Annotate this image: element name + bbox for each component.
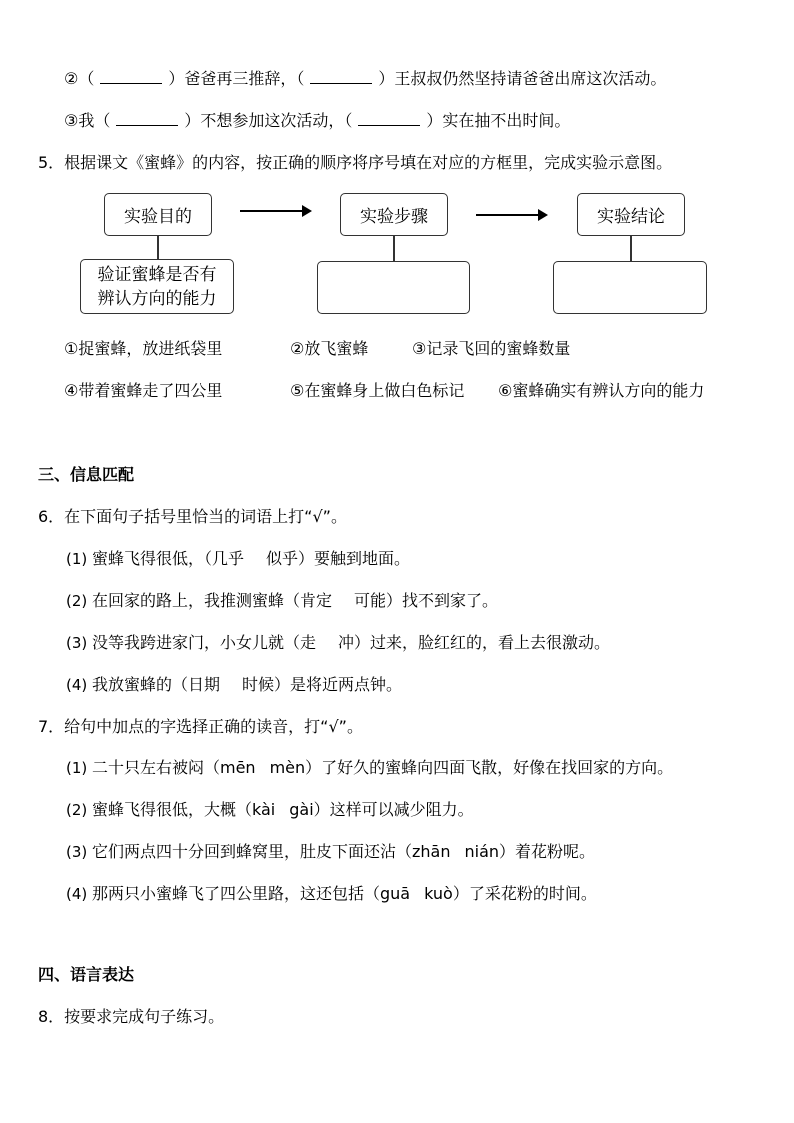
connector-line — [393, 236, 395, 261]
conclusion-answer-box[interactable] — [553, 261, 707, 314]
arrow-right-icon — [240, 210, 310, 212]
q7-item-3: (3) 它们两点四十分回到蜂窝里，肚皮下面还沾（zhān nián）着花粉呢。 — [66, 842, 596, 861]
diagram-purpose-box: 验证蜜蜂是否有 辨认方向的能力 — [80, 259, 234, 314]
option-6: ⑥蜜蜂确实有辨认方向的能力 — [498, 381, 705, 400]
arrow-right-icon — [476, 214, 546, 216]
q4-item-3: ③我（ ）不想参加这次活动，（ ）实在抽不出时间。 — [64, 111, 571, 130]
q7-item-2: (2) 蜜蜂飞得很低，大概（kài gài）这样可以减少阻力。 — [66, 800, 474, 819]
q6-item-2: (2) 在回家的路上，我推测蜜蜂（肯定 可能）找不到家了。 — [66, 591, 499, 610]
q6-item-4: (4) 我放蜜蜂的（日期 时候）是将近两点钟。 — [66, 675, 403, 694]
q6-item-3: (3) 没等我跨进家门，小女儿就（走 冲）过来，脸红红的，看上去很激动。 — [66, 633, 611, 652]
option-5: ⑤在蜜蜂身上做白色标记 — [290, 381, 465, 400]
answer-blank[interactable] — [310, 69, 372, 84]
q7-item-4: (4) 那两只小蜜蜂飞了四公里路，这还包括（guā kuò）了采花粉的时间。 — [66, 884, 597, 903]
q7-stem: 7．给句中加点的字选择正确的读音，打“√”。 — [38, 717, 363, 736]
section-4-title: 四、语言表达 — [38, 965, 135, 984]
option-4: ④带着蜜蜂走了四公里 — [64, 381, 223, 400]
answer-blank[interactable] — [116, 111, 178, 126]
q8-stem: 8．按要求完成句子练习。 — [38, 1007, 225, 1026]
q5-stem: 5．根据课文《蜜蜂》的内容，按正确的顺序将序号填在对应的方框里，完成实验示意图。 — [38, 153, 673, 172]
diagram-box-steps: 实验步骤 — [340, 193, 448, 236]
diagram-box-conclusion: 实验结论 — [577, 193, 685, 236]
section-3-title: 三、信息匹配 — [38, 465, 135, 484]
connector-line — [157, 236, 159, 259]
q6-stem: 6．在下面句子括号里恰当的词语上打“√”。 — [38, 507, 347, 526]
connector-line — [630, 236, 632, 261]
steps-answer-box[interactable] — [317, 261, 470, 314]
diagram-box-purpose: 实验目的 — [104, 193, 212, 236]
option-2: ②放飞蜜蜂 — [290, 339, 369, 358]
option-3: ③记录飞回的蜜蜂数量 — [412, 339, 571, 358]
q4-item-2: ②（ ）爸爸再三推辞，（ ）王叔叔仍然坚持请爸爸出席这次活动。 — [64, 69, 667, 88]
q7-item-1: (1) 二十只左右被闷（mēn mèn）了好久的蜜蜂向四面飞散，好像在找回家的方向。 — [66, 758, 674, 777]
answer-blank[interactable] — [100, 69, 162, 84]
q6-item-1: (1) 蜜蜂飞得很低，（几乎 似乎）要触到地面。 — [66, 549, 411, 568]
answer-blank[interactable] — [358, 111, 420, 126]
option-1: ①捉蜜蜂，放进纸袋里 — [64, 339, 223, 358]
